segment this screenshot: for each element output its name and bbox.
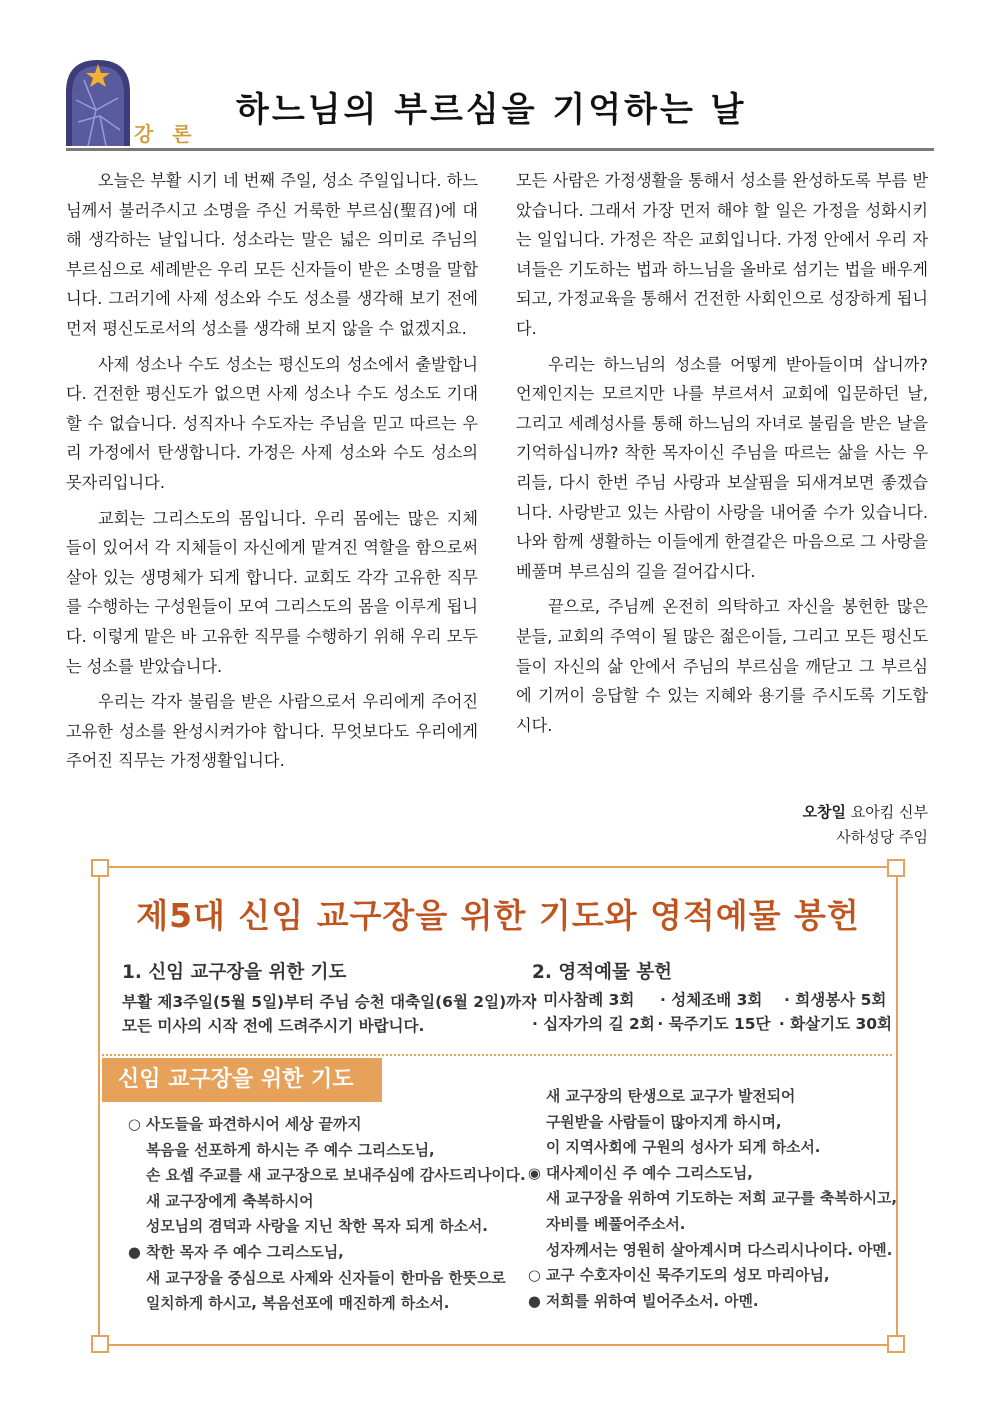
- offering-list: [532, 988, 892, 1036]
- offering-item: · 희생봉사 5회: [784, 991, 887, 1009]
- dotted-divider: [102, 1054, 892, 1056]
- article-right-column: [516, 166, 928, 746]
- offering-item: · 묵주기도 15단: [657, 1015, 771, 1033]
- section-text: 부활 제3주일(5월 5일)부터 주님 승천 대축일(6월 2일)까지: [122, 993, 537, 1011]
- prayer-line: 새 교구장을 위하여 기도하는 저희 교구를 축복하시고,: [546, 1190, 897, 1208]
- paragraph: 끝으로, 주님께 온전히 의탁하고 자신을 봉헌한 많은 분들, 교회의 주역이 될 많은 젊은이들, 그리고 모든 평신도들이 자신의 삶 안에서 주님의 부르심을 깨닫고 그 부르심에 기꺼이 응답할 수 있는 지혜와 용기를 주시도록 기도합시다.: [516, 597, 928, 735]
- notice-title: 제5대 신임 교구장을 위한 기도와 영적예물 봉헌: [136, 896, 860, 935]
- notice-box: [98, 866, 898, 1346]
- corner-ornament: [887, 859, 905, 877]
- prayer-line: 복음을 선포하게 하시는 주 예수 그리스도님,: [146, 1141, 435, 1159]
- prayer-right: [528, 1084, 897, 1314]
- prayer-line: 자비를 베풀어주소서.: [546, 1215, 686, 1233]
- offering-item: · 십자가의 길 2회: [532, 1015, 655, 1033]
- prayer-line: ◉ 대사제이신 주 예수 그리스도님,: [528, 1164, 753, 1182]
- stained-glass-star-icon: [66, 60, 130, 146]
- page-title: 하느님의 부르심을 기억하는 날: [236, 90, 747, 130]
- offering-item: · 성체조배 3회: [660, 991, 763, 1009]
- prayer-line: 성자께서는 영원히 살아계시며 다스리시나이다. 아멘.: [546, 1241, 893, 1259]
- section-heading: 2. 영적예물 봉헌: [532, 962, 673, 983]
- prayer-line: 새 교구장에게 축복하시어: [146, 1192, 314, 1210]
- prayer-line: 구원받을 사람들이 많아지게 하시며,: [546, 1113, 782, 1131]
- prayer-line: 새 교구장의 탄생으로 교구가 발전되어: [546, 1088, 796, 1105]
- section-text: 모든 미사의 시작 전에 드려주시기 바랍니다.: [122, 1017, 425, 1035]
- author-name: 오창일: [802, 803, 846, 821]
- prayer-line: ○ 사도들을 파견하시어 세상 끝까지: [128, 1112, 526, 1138]
- article-left-column: [66, 166, 478, 782]
- offering-item: · 미사참례 3회: [532, 991, 635, 1009]
- prayer-line: 일치하게 하시고, 복음선포에 매진하게 하소서.: [146, 1295, 450, 1313]
- section-label: 강 론: [134, 122, 198, 146]
- paragraph: 오늘은 부활 시기 네 번째 주일, 성소 주일입니다. 하느님께서 불러주시고 소명을 주신 거룩한 부르심(聖召)에 대해 생각하는 날입니다. 성소라는 말은 넓은 의미로 주님의 부르심으로 세례받은 우리 모든 신자들이 받은 소명을 말합니다. 그러기에 사제 성소와 수도 성소를 생각해 보기 전에 먼저 평신도로서의 성소를 생각해 보지 않을 수 없겠지요.: [66, 171, 478, 338]
- paragraph: 모든 사람은 가정생활을 통해서 성소를 완성하도록 부름 받았습니다. 그래서 가장 먼저 해야 할 일은 가정을 성화시키는 일입니다. 가정은 작은 교회입니다. 가정 안에서 우리 자녀들은 기도하는 법과 하느님을 올바로 섬기는 법을 배우게 되고, 가정교육을 통해서 건전한 사회인으로 성장하게 됩니다.: [516, 171, 928, 338]
- corner-ornament: [91, 859, 109, 877]
- prayer-label: 신임 교구장을 위한 기도: [102, 1058, 382, 1102]
- prayer-line: 손 요셉 주교를 새 교구장으로 보내주심에 감사드리나이다.: [146, 1167, 526, 1185]
- prayer-line: 성모님의 겸덕과 사랑을 지닌 착한 목자 되게 하소서.: [146, 1218, 488, 1236]
- author-title: 요아킴 신부: [850, 803, 928, 821]
- prayer-mark: ○: [128, 1116, 141, 1133]
- paragraph: 사제 성소나 수도 성소는 평신도의 성소에서 출발합니다. 건전한 평신도가 없으면 사제 성소나 수도 성소도 기대할 수 없습니다. 성직자나 수도자는 주님을 믿고 따르는 우리 가정에서 탄생합니다. 가정은 사제 성소와 수도 성소의 못자리입니다.: [66, 354, 478, 492]
- prayer-line: ● 저희를 위하여 빌어주소서. 아멘.: [528, 1292, 759, 1310]
- header-divider: [66, 148, 934, 151]
- corner-ornament: [887, 1335, 905, 1353]
- author-signature: [803, 800, 928, 850]
- author-position: 사하성당 주임: [836, 828, 928, 846]
- section-heading: 1. 신임 교구장을 위한 기도: [122, 962, 347, 983]
- offering-item: · 화살기도 30회: [778, 1015, 892, 1033]
- paragraph: 교회는 그리스도의 몸입니다. 우리 몸에는 많은 지체들이 있어서 각 지체들이 자신에게 맡겨진 역할을 함으로써 살아 있는 생명체가 되게 합니다. 교회도 각각 고유한 직무를 수행하는 구성원들이 모여 그리스도의 몸을 이루게 됩니다. 이렇게 맡은 바 고유한 직무를 수행하기 위해 우리 모두는 성소를 받았습니다.: [66, 508, 478, 676]
- prayer-left: [128, 1112, 526, 1317]
- prayer-line: ● 착한 목자 주 예수 그리스도님,: [128, 1243, 344, 1261]
- prayer-line: ○ 교구 수호자이신 묵주기도의 성모 마리아님,: [528, 1267, 830, 1285]
- prayer-line: 새 교구장을 중심으로 사제와 신자들이 한마음 한뜻으로: [146, 1269, 506, 1287]
- corner-ornament: [91, 1335, 109, 1353]
- sermon-header: [66, 60, 934, 152]
- prayer-line: 이 지역사회에 구원의 성사가 되게 하소서.: [546, 1139, 821, 1157]
- paragraph: 우리는 하느님의 성소를 어떻게 받아들이며 삽니까? 언제인지는 모르지만 나를 부르셔서 교회에 입문하던 날, 그리고 세례성사를 통해 하느님의 자녀로 불림을 받은 날을 기억하십니까? 착한 목자이신 주님을 따르는 삶을 사는 우리들, 다시 한번 주님 사랑과 보살핌을 되새겨보면 좋겠습니다. 사랑받고 있는 사람이 사랑을 내어줄 수가 있습니다. 나와 함께 생활하는 이들에게 한결같은 마음으로 그 사랑을 베풀며 부르심의 길을 걸어갑시다.: [516, 354, 928, 581]
- paragraph: 우리는 각자 불림을 받은 사람으로서 우리에게 주어진 고유한 성소를 완성시켜가야 합니다. 무엇보다도 우리에게 주어진 직무는 가정생활입니다.: [66, 692, 478, 771]
